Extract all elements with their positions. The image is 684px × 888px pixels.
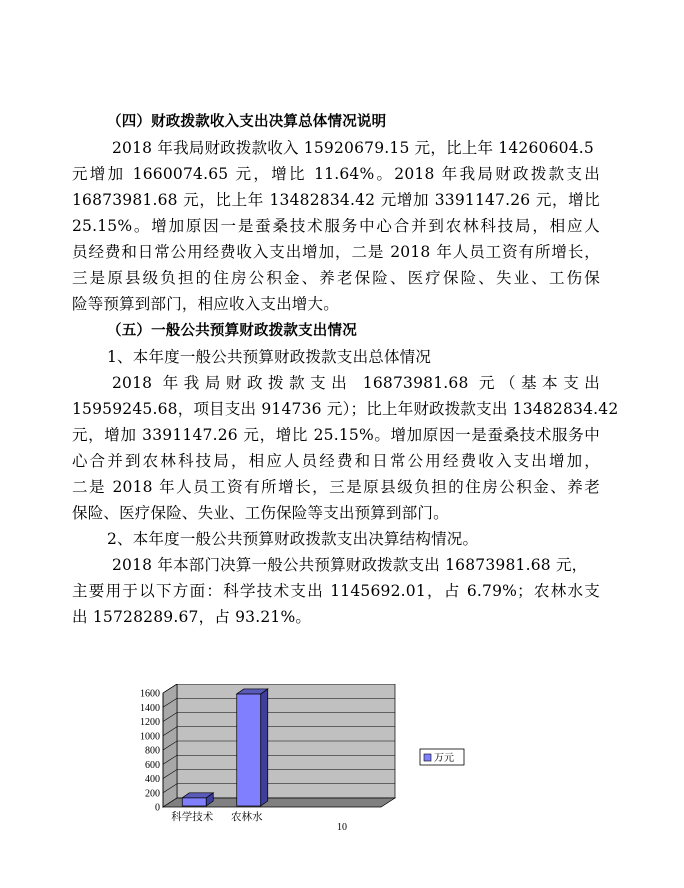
section5-p2-line-2: 主要用于以下方面：科学技术支出 1145692.01，占 6.79%；农林水支: [72, 582, 600, 600]
chart-ytick-label: 1000: [140, 731, 160, 743]
section4-line-3: 16873981.68 元，比上年 13482834.42 元增加 3391147.26 元，增比: [72, 191, 600, 209]
chart-ytick-label: 800: [145, 745, 160, 757]
section4-line-7: 险等预算到部门，相应收入支出增大。: [72, 295, 339, 313]
chart-bar-1: [182, 798, 206, 806]
chart-legend-label: 万元: [434, 753, 454, 764]
section5-sub2: 2、本年度一般公共预算财政拨款支出决算结构情况。: [107, 530, 479, 548]
section4-line-5: 员经费和日常公用经费收入支出增加，二是 2018 年人员工资有所增长，: [72, 243, 600, 261]
chart-bar-2: [237, 694, 261, 806]
section5-p1-line-3: 元，增加 3391147.26 元，增比 25.15%。增加原因一是蚕桑技术服务中: [72, 426, 600, 444]
section4-heading: （四）财政拨款收入支出决算总体情况说明: [107, 114, 387, 130]
section5-p1-line-1: 2018 年我局财政拨款支出 16873981.68 元（基本支出: [112, 374, 600, 392]
page-number: 10: [337, 822, 347, 833]
section5-p2-line-1: 2018 年本部门决算一般公共预算财政拨款支出 16873981.68 元，: [112, 556, 588, 574]
chart-legend-swatch: [424, 754, 431, 761]
chart-ytick-label: 400: [145, 774, 160, 785]
section4-line-1: 2018 年我局财政拨款收入 15920679.15 元，比上年 14260604.5: [112, 139, 594, 157]
chart-bar-side-2: [261, 689, 268, 806]
chart-ytick-label: 200: [145, 788, 160, 800]
section4-line-2: 元增加 1660074.65 元，增比 11.64%。2018 年我局财政拨款支出: [72, 165, 600, 183]
chart-ytick-label: 1400: [140, 702, 160, 714]
section5-p1-line-4: 心合并到农林科技局，相应人员经费和日常公用经费收入支出增加，: [72, 452, 600, 470]
expenditure-bar-chart: [140, 684, 480, 824]
section4-line-6: 三是原县级负担的住房公积金、养老保险、医疗保险、失业、工伤保: [72, 269, 600, 287]
section5-p1-line-6: 保险、医疗保险、失业、工伤保险等支出预算到部门。: [72, 504, 449, 522]
section5-p1-line-2: 15959245.68，项目支出 914736 元）；比上年财政拨款支出 13482834.42: [72, 400, 619, 418]
chart-xtick-label: 农林水: [231, 811, 263, 823]
section4-line-4: 25.15%。增加原因一是蚕桑技术服务中心合并到农林科技局，相应人: [72, 217, 600, 235]
section5-heading: （五）一般公共预算财政拨款支出情况: [107, 323, 357, 339]
section5-sub1: 1、本年度一般公共预算财政拨款支出总体情况: [107, 348, 432, 366]
chart-ytick-label: 1200: [140, 717, 160, 728]
chart-ytick-label: 600: [145, 759, 160, 771]
chart-ytick-label: 0: [155, 802, 160, 814]
section5-p2-line-3: 出 15728289.67，占 93.21%。: [72, 608, 312, 626]
chart-ytick-label: 1600: [140, 688, 160, 700]
chart-xtick-label: 科学技术: [171, 811, 214, 823]
section5-p1-line-5: 二是 2018 年人员工资有所增长，三是原县级负担的住房公积金、养老: [72, 478, 600, 496]
